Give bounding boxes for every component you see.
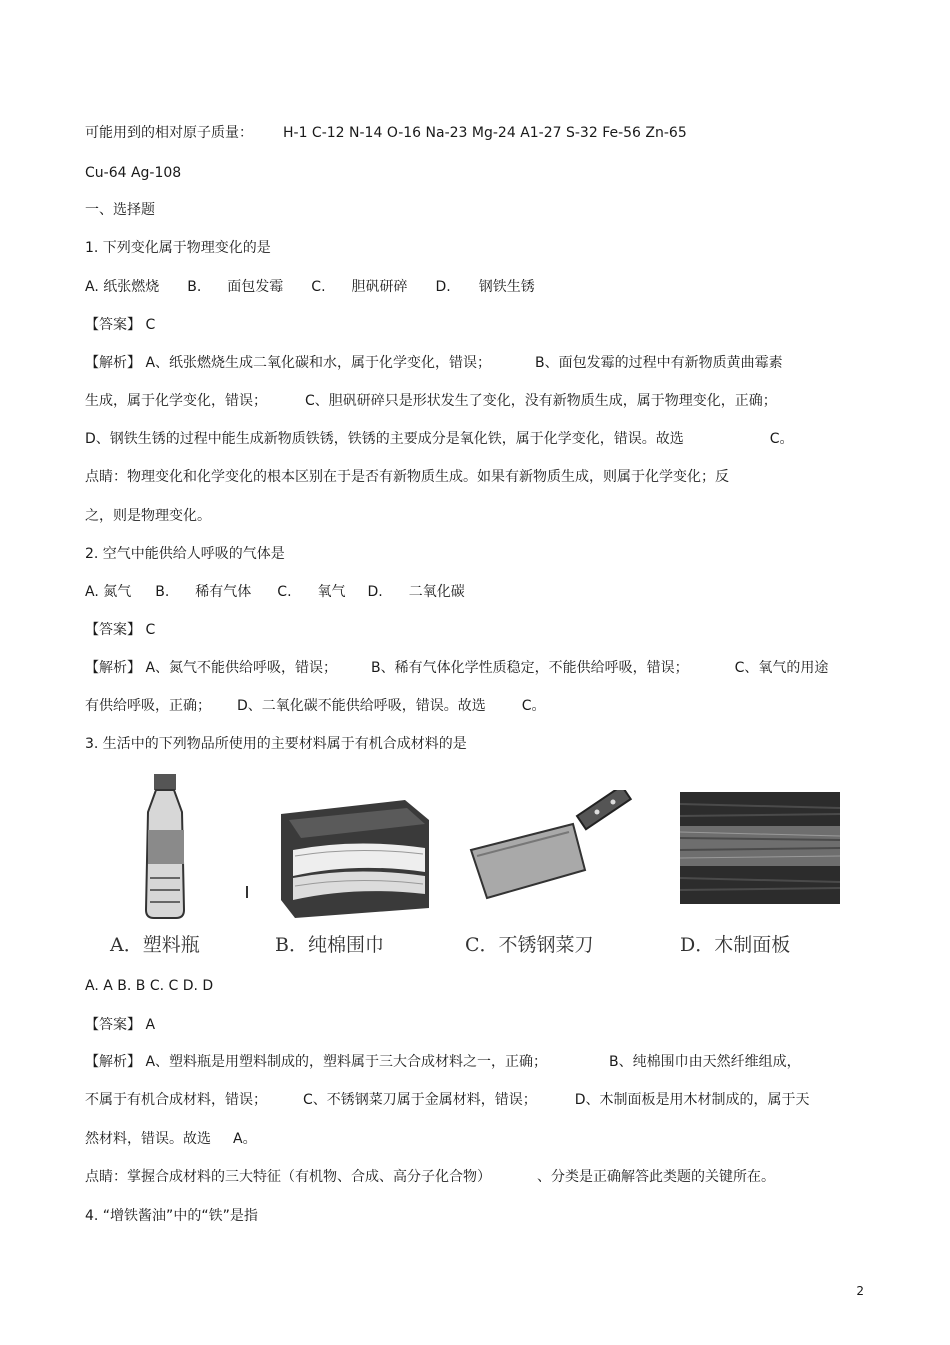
q3-analysis-c: C、不锈钢菜刀属于金属材料，错误； bbox=[303, 1092, 537, 1108]
q3-tip-line bbox=[85, 1168, 775, 1186]
q3-stem: 3. 生活中的下列物品所使用的主要材料属于有机合成材料的是 bbox=[85, 736, 467, 752]
q1-analysis-c: C、胆矾研碎只是形状发生了变化，没有新物质生成，属于物理变化，正确； bbox=[305, 393, 777, 409]
q3-options: A. A B. B C. C D. D bbox=[85, 978, 214, 994]
q2-option-d-text: 二氧化碳 bbox=[408, 584, 465, 600]
q3-analysis-a: 【解析】 A、塑料瓶是用塑料制成的，塑料属于三大合成材料之一，正确； bbox=[85, 1054, 548, 1070]
q1-analysis-b-cont: 生成，属于化学变化，错误； bbox=[85, 393, 267, 409]
q1-option-b-text: 面包发霉 bbox=[227, 279, 284, 295]
q3-analysis-b: B、纯棉围巾由天然纤维组成， bbox=[609, 1054, 801, 1070]
q3-analysis-line-1 bbox=[85, 1053, 801, 1071]
q3-analysis-b-cont: 不属于有机合成材料，错误； bbox=[85, 1092, 267, 1108]
q2-answer: 【答案】 C bbox=[85, 622, 156, 638]
q1-tip-line-2: 之，则是物理变化。 bbox=[85, 508, 211, 524]
section-title: 一、选择题 bbox=[85, 202, 155, 218]
atomic-mass-line bbox=[85, 124, 687, 142]
q1-analysis-line-1 bbox=[85, 354, 783, 372]
q2-analysis-c-cont: 有供给呼吸，正确； bbox=[85, 698, 211, 714]
q1-option-b-letter: B. bbox=[187, 279, 202, 295]
q1-stem: 1. 下列变化属于物理变化的是 bbox=[85, 240, 271, 256]
q3-answer: 【答案】 A bbox=[85, 1017, 156, 1033]
q2-analysis-b: B、稀有气体化学性质稳定，不能供给呼吸，错误； bbox=[371, 660, 689, 676]
q1-analysis-a: 【解析】 A、纸张燃烧生成二氧化碳和水，属于化学变化，错误； bbox=[85, 355, 492, 371]
stray-mark bbox=[246, 886, 248, 898]
q4-stem: 4. “增铁酱油”中的“铁”是指 bbox=[85, 1208, 258, 1224]
q3-analysis-d: D、木制面板是用木材制成的，属于天 bbox=[574, 1092, 810, 1108]
q2-option-c-text: 氧气 bbox=[317, 584, 346, 600]
q1-analysis-line-3 bbox=[85, 430, 794, 448]
q2-option-b-text: 稀有气体 bbox=[195, 584, 252, 600]
q2-analysis-line-2 bbox=[85, 697, 546, 715]
q3-analysis-line-2 bbox=[85, 1091, 810, 1109]
q3-caption-c: C．不锈钢菜刀 bbox=[465, 934, 594, 956]
q2-analysis-choice: C。 bbox=[521, 698, 546, 714]
q3-caption-d: D．木制面板 bbox=[680, 934, 791, 956]
q3-caption-b: B．纯棉围巾 bbox=[275, 934, 384, 956]
q3-analysis-choice: A。 bbox=[233, 1131, 257, 1147]
q3-figure-row bbox=[100, 770, 860, 960]
q1-option-c-letter: C. bbox=[311, 279, 326, 295]
q1-option-d-text: 钢铁生锈 bbox=[478, 279, 535, 295]
q1-option-a: A. 纸张燃烧 bbox=[85, 279, 160, 295]
q2-stem: 2. 空气中能供给人呼吸的气体是 bbox=[85, 546, 285, 562]
q2-analysis-c: C、氧气的用途 bbox=[734, 660, 829, 676]
q3-analysis-d-cont: 然材料，错误。故选 bbox=[85, 1131, 211, 1147]
q1-answer: 【答案】 C bbox=[85, 317, 156, 333]
q3-caption-a: A．塑料瓶 bbox=[110, 934, 200, 956]
q2-option-c-letter: C. bbox=[277, 584, 292, 600]
q1-option-d-letter: D. bbox=[435, 279, 451, 295]
q3-analysis-line-3 bbox=[85, 1130, 257, 1148]
q2-option-a: A. 氮气 bbox=[85, 584, 132, 600]
q1-analysis-line-2 bbox=[85, 392, 777, 410]
q1-option-c-text: 胆矾研碎 bbox=[351, 279, 408, 295]
q3-tip-part-2: 、分类是正确解答此类题的关键所在。 bbox=[537, 1169, 775, 1185]
atomic-mass-label: 可能用到的相对原子质量： bbox=[85, 125, 253, 141]
atomic-mass-line-2: Cu-64 Ag-108 bbox=[85, 165, 182, 181]
q1-analysis-d: D、钢铁生锈的过程中能生成新物质铁锈，铁锈的主要成分是氧化铁，属于化学变化，错误。故选 bbox=[85, 431, 684, 447]
q2-option-d-letter: D. bbox=[367, 584, 383, 600]
q1-tip-line-1: 点睛：物理变化和化学变化的根本区别在于是否有新物质生成。如果有新物质生成，则属于化学变化；反 bbox=[85, 469, 729, 485]
page-number: 2 bbox=[856, 1284, 864, 1298]
q3-tip-part-1: 点睛：掌握合成材料的三大特征（有机物、合成、高分子化合物） bbox=[85, 1169, 491, 1185]
cotton-scarf-image bbox=[275, 790, 435, 920]
q2-analysis-d: D、二氧化碳不能供给呼吸，错误。故选 bbox=[237, 698, 486, 714]
plastic-bottle-image bbox=[130, 770, 200, 920]
q1-analysis-choice: C。 bbox=[769, 431, 794, 447]
wooden-panel-image bbox=[680, 792, 840, 904]
q1-options bbox=[85, 278, 535, 296]
atomic-mass-values: H-1 C-12 N-14 O-16 Na-23 Mg-24 A1-27 S-32 Fe-56 Zn-65 bbox=[283, 125, 687, 141]
q2-option-b-letter: B. bbox=[155, 584, 170, 600]
q2-analysis-line-1 bbox=[85, 659, 828, 677]
q1-analysis-b: B、面包发霉的过程中有新物质黄曲霉素 bbox=[535, 355, 783, 371]
q2-analysis-a: 【解析】 A、氮气不能供给呼吸，错误； bbox=[85, 660, 338, 676]
cleaver-image bbox=[465, 790, 645, 900]
q2-options bbox=[85, 583, 465, 601]
